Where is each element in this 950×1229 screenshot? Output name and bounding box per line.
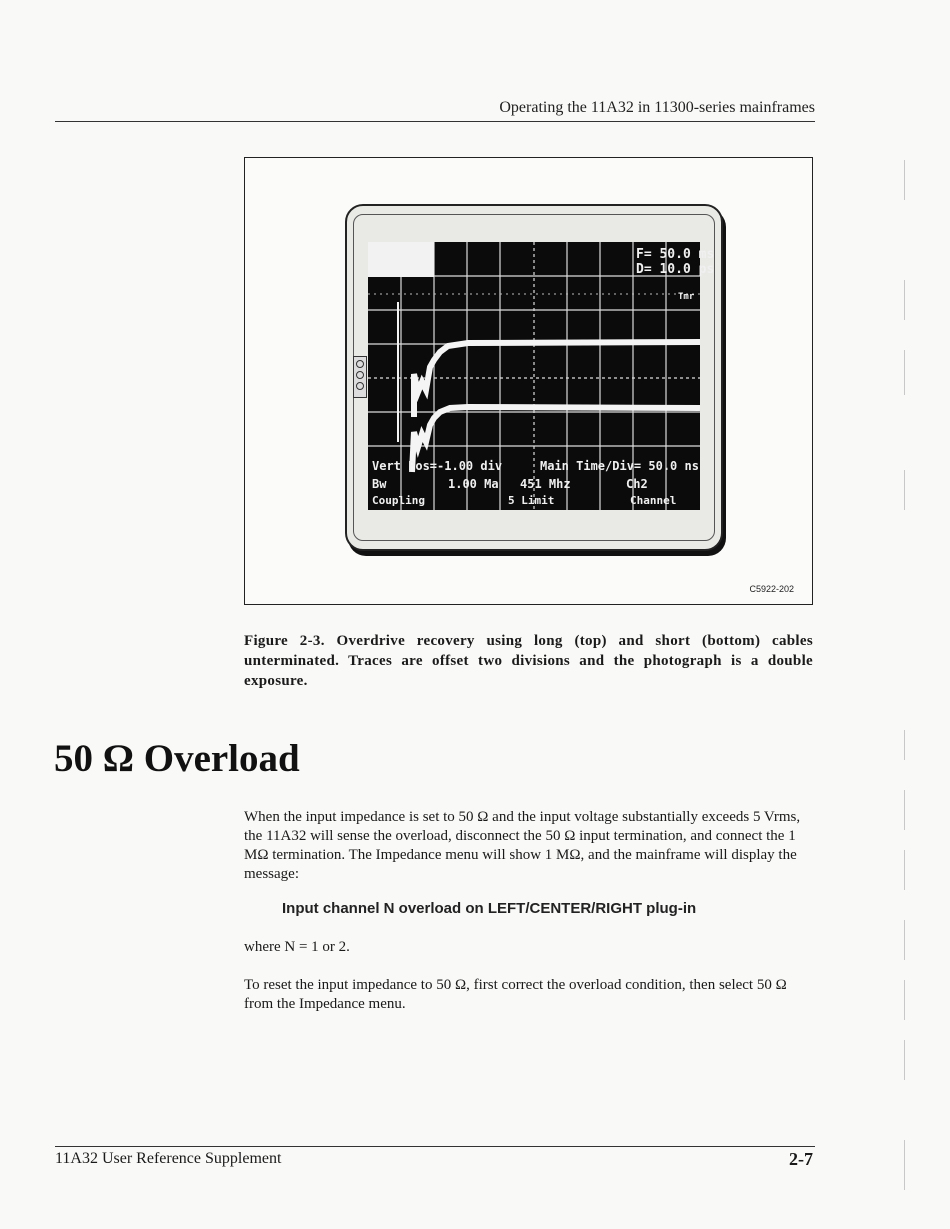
crt-readout-top-2: D= 10.0 ps [636,262,715,277]
crt-readout-top-1: F= 50.0 ms [636,247,715,262]
running-header: Operating the 11A32 in 11300-series mainframes [499,99,815,116]
crt-marker-label: Tmr [678,292,695,302]
footer-page-number: 2-7 [789,1149,813,1169]
margin-mark [904,350,905,395]
margin-mark [904,920,905,960]
margin-mark [904,470,905,510]
oscilloscope-photo [345,204,723,551]
figure-frame [244,157,813,605]
crt-row2-right: Ch2 [626,477,648,491]
overload-message: Input channel N overload on LEFT/CENTER/RIGHT plug-in [282,900,697,917]
crt-screen [368,242,715,510]
crt-coupling-label: Coupling [372,494,425,507]
crt-main-timebase: Main Time/Div= 50.0 ns [540,459,699,473]
header-rule [55,121,815,122]
crt-row3-right: Channel [630,494,677,507]
footer-rule [55,1146,815,1147]
paragraph-reset-instructions: To reset the input impedance to 50 Ω, first correct the overload condition, then select 50 Ω from the Impedance menu. [244,977,787,1012]
crt-row2-value1: 1.00 Ma [448,477,499,491]
margin-mark [904,160,905,200]
paragraph-where-n: where N = 1 or 2. [244,939,350,955]
margin-mark [904,790,905,830]
crt-row2-value2: 451 Mhz [520,477,571,491]
scan-margin-artifacts [900,100,912,1200]
section-title: 50 Ω Overload [54,737,300,780]
figure-code: C5922-202 [749,584,794,594]
margin-mark [904,1140,905,1190]
margin-mark [904,1040,905,1080]
scope-side-buttons [353,356,367,398]
margin-mark [904,730,905,760]
footer-document-title: 11A32 User Reference Supplement [55,1150,282,1167]
margin-mark [904,850,905,890]
crt-bw-label: Bw [372,477,387,491]
crt-vert-position: Vert Pos=-1.00 div [372,459,503,473]
figure-caption: Figure 2-3. Overdrive recovery using long (top) and short (bottom) cables unterminated. Traces are offset two divisions and the photograph is a double exposure. [244,633,813,689]
crt-row3-mid: 5 Limit [508,494,555,507]
crt-overexposed-area [368,242,434,277]
margin-mark [904,980,905,1020]
side-button-dot [356,360,364,368]
paragraph-overload-description: When the input impedance is set to 50 Ω and the input voltage substantially exceeds 5 Vrms, the 11A32 will sense the overload, disconnect the 50 Ω input termination, and connect the 1 MΩ termination. The Impedance menu will show 1 MΩ, and the mainframe will display the message: [244,809,801,882]
side-button-dot [356,382,364,390]
side-button-dot [356,371,364,379]
margin-mark [904,280,905,320]
